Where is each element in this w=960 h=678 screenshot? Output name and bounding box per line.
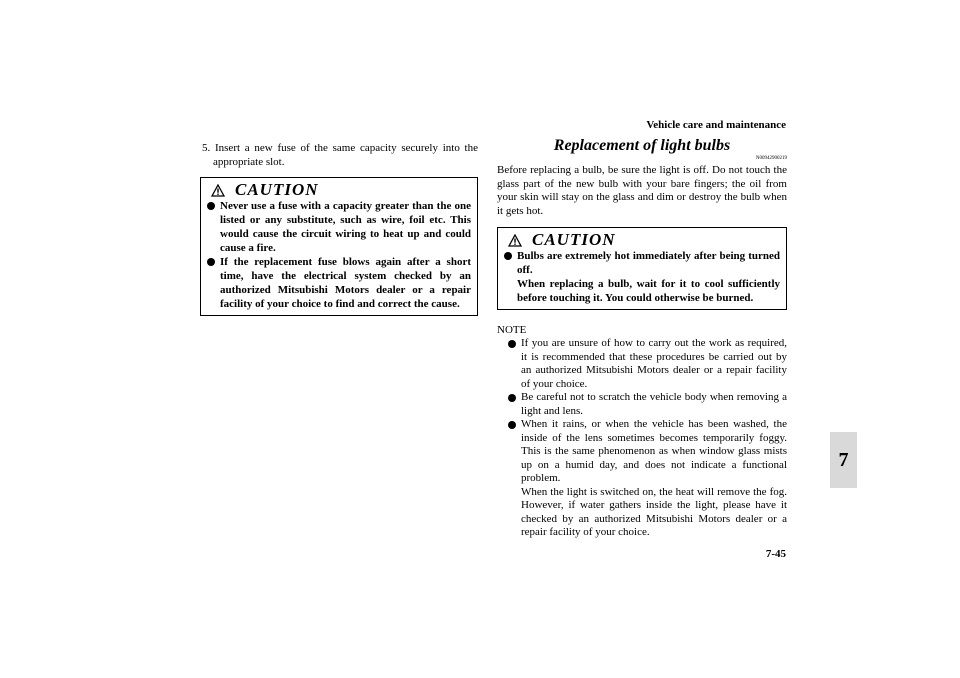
note-item — [508, 391, 787, 418]
caution-title: CAUTION — [532, 230, 616, 249]
left-column — [200, 141, 478, 316]
caution-line: Bulbs are extremely hot immediately after being turned off. — [517, 250, 780, 276]
caution-header — [508, 231, 780, 249]
caution-line: When replacing a bulb, wait for it to cool sufficiently before touching it. You could otherwise be burned. — [517, 278, 780, 304]
bullet-icon — [508, 394, 516, 402]
running-header: Vehicle care and maintenance — [646, 119, 786, 131]
note-item-text: Be careful not to scratch the vehicle body when removing a light and lens. — [521, 391, 787, 417]
caution-header — [211, 181, 471, 199]
chapter-tab: 7 — [830, 432, 857, 488]
warning-triangle-icon — [508, 234, 522, 247]
caution-item — [207, 255, 471, 311]
note-item-text — [521, 418, 787, 540]
note-paragraph: When the light is switched on, the heat will remove the fog. However, if water gathers inside the light, please have it checked by an authorized Mitsubishi Motors dealer or a repair facility of your choice. — [521, 485, 787, 538]
bullet-icon — [508, 421, 516, 429]
intro-paragraph: Before replacing a bulb, be sure the light is off. Do not touch the glass part of the new bulb with your bare fingers; the oil from your skin will stay on the glass and dim or destroy the bulb when it gets hot. — [497, 164, 787, 217]
note-item — [508, 337, 787, 391]
bullet-icon — [207, 258, 215, 266]
step-5: 5. Insert a new fuse of the same capacity securely into the appropriate slot. — [202, 142, 478, 168]
note-paragraph: When it rains, or when the vehicle has been washed, the inside of the lens sometimes becomes temporarily foggy. This is the same phenomenon as when window glass mists up on a humid day, and does not indicate a functional problem. — [521, 418, 787, 484]
caution-item-text — [517, 249, 780, 305]
warning-triangle-icon — [211, 184, 225, 197]
section-title: Replacement of light bulbs — [553, 137, 731, 154]
section-code: N00942900219 — [755, 156, 787, 161]
caution-title: CAUTION — [235, 180, 319, 199]
page-number: 7-45 — [765, 548, 786, 560]
right-column — [497, 137, 787, 540]
caution-item — [207, 199, 471, 255]
bullet-icon — [508, 340, 516, 348]
caution-item — [504, 249, 780, 305]
note-item — [508, 418, 787, 540]
caution-box-bulbs — [497, 227, 787, 310]
caution-box-fuse — [200, 177, 478, 316]
bullet-icon — [504, 252, 512, 260]
caution-item-text: Never use a fuse with a capacity greater than the one listed or any substitute, such as wire, foil etc. This would cause the circuit wiring to heat up and could cause a fire. — [220, 200, 471, 254]
caution-item-text: If the replacement fuse blows again after a short time, have the electrical system checked by an authorized Mitsubishi Motors dealer or a repair facility of your choice to find and correct the cause. — [220, 256, 471, 310]
note-item-text: If you are unsure of how to carry out the work as required, it is recommended that these procedures be carried out by an authorized Mitsubishi Motors dealer or a repair facility of your choice. — [521, 337, 787, 390]
bullet-icon — [207, 202, 215, 210]
note-label: NOTE — [497, 324, 527, 336]
